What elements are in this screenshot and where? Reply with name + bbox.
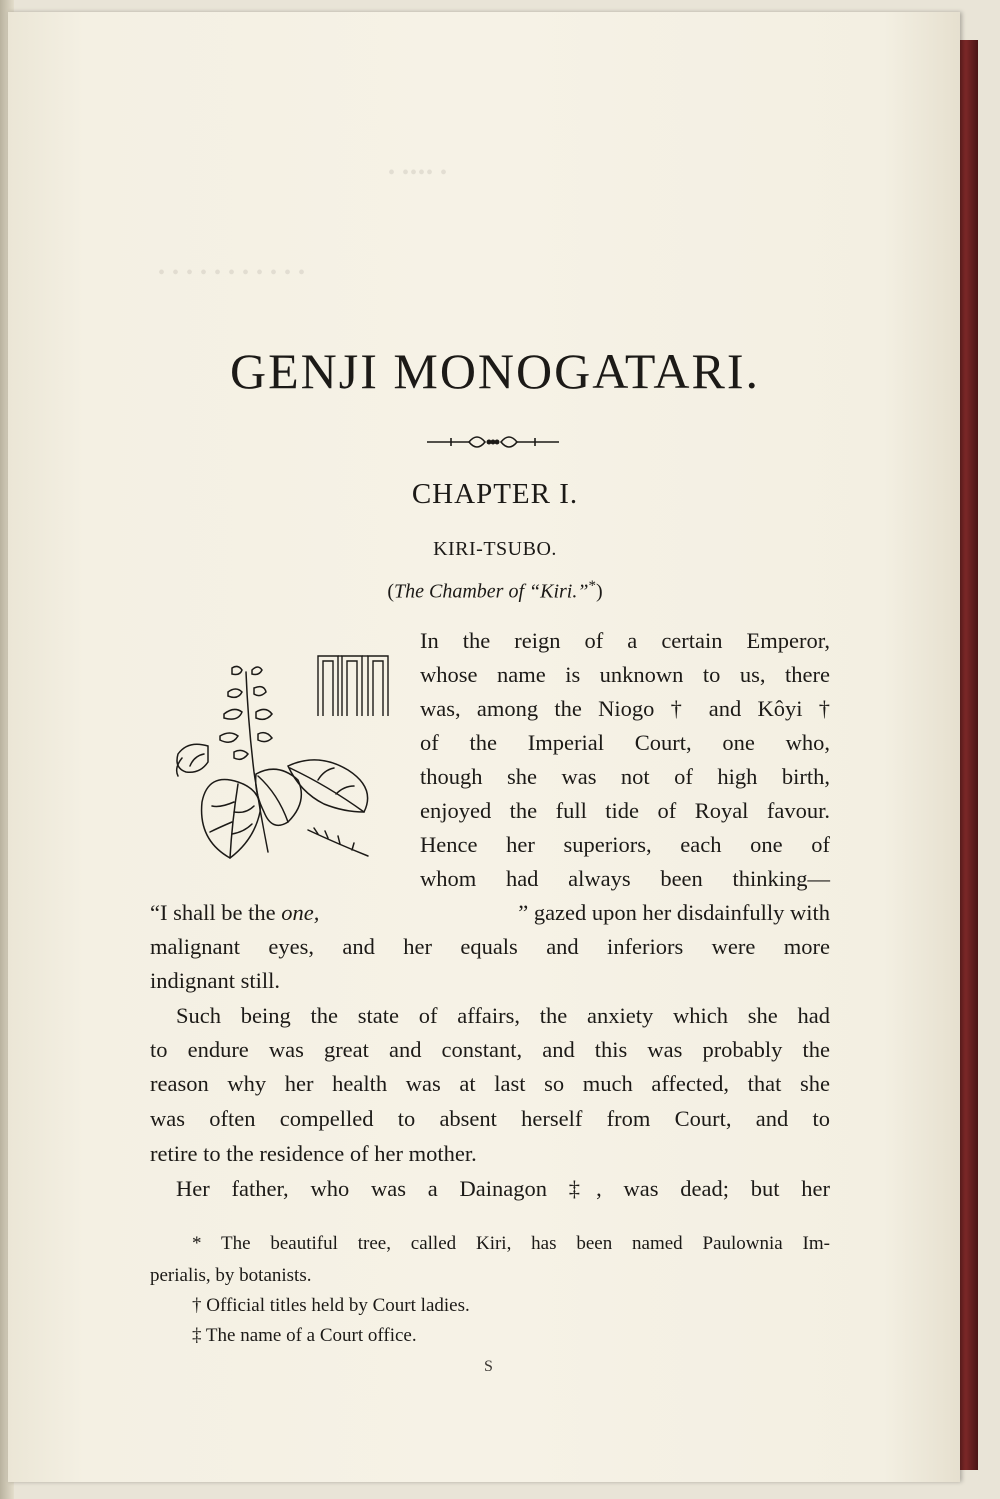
text-line: whom had always been thinking—: [420, 866, 830, 891]
text-fragment: “I shall be the: [150, 900, 282, 925]
text-line: Her father, who was a Dainagon ‡, was dead; but her: [176, 1176, 830, 1201]
subtitle-quoted: “Kiri.”: [529, 580, 589, 603]
text-fragment: ” gazed upon her disdainfully with: [518, 900, 830, 925]
text-line: [150, 902, 830, 925]
section-subtitle: [150, 578, 840, 604]
text-line: to endure was great and constant, and this was probably the: [150, 1037, 830, 1062]
subtitle-italic: The Chamber of: [394, 580, 524, 603]
text-line: retire to the residence of her mother.: [150, 1141, 477, 1166]
title-ornament-icon: [425, 430, 561, 454]
text-line: indignant still.: [150, 968, 281, 993]
show-through-mark: • •••• •: [388, 162, 449, 184]
chapter-heading: CHAPTER I.: [411, 478, 579, 510]
text-line: enjoyed the full tide of Royal favour.: [420, 798, 830, 823]
text-line: reason why her health was at last so much affected, that she: [150, 1071, 830, 1096]
footnote: † Official titles held by Court ladies.: [192, 1295, 470, 1316]
text-line: though she was not of high birth,: [420, 764, 830, 789]
footnote: * The beautiful tree, called Kiri, has been named Paulownia Im-: [192, 1233, 830, 1254]
text-line: was often compelled to absent herself from Court, and to: [150, 1106, 830, 1131]
text-line: was, among the Niogo † and Kôyi †: [420, 696, 830, 721]
text-line: malignant eyes, and her equals and inferiors were more: [150, 934, 830, 959]
text-line: whose name is unknown to us, there: [420, 662, 830, 687]
subtitle-open: (: [387, 580, 394, 603]
text-line: Hence her superiors, each one of: [420, 832, 830, 857]
text-line: of the Imperial Court, one who,: [420, 730, 830, 755]
subtitle-close: ): [595, 580, 603, 603]
signature-mark: S: [484, 1358, 493, 1375]
book-title: GENJI MONOGATARI.: [230, 343, 760, 399]
show-through-mark: • • • • • • • • • • •: [158, 262, 307, 284]
emphasis-text: one,: [281, 900, 320, 925]
footnote: ‡ The name of a Court office.: [192, 1325, 417, 1346]
section-title: KIRI-TSUBO.: [433, 538, 557, 560]
text-line: Such being the state of affairs, the anxiety which she had: [176, 1003, 830, 1028]
subtitle-marker: *: [588, 578, 596, 594]
text-line: In the reign of a certain Emperor,: [420, 628, 830, 653]
footnote: perialis, by botanists.: [150, 1265, 312, 1286]
kiri-plant-icon: [168, 662, 378, 867]
